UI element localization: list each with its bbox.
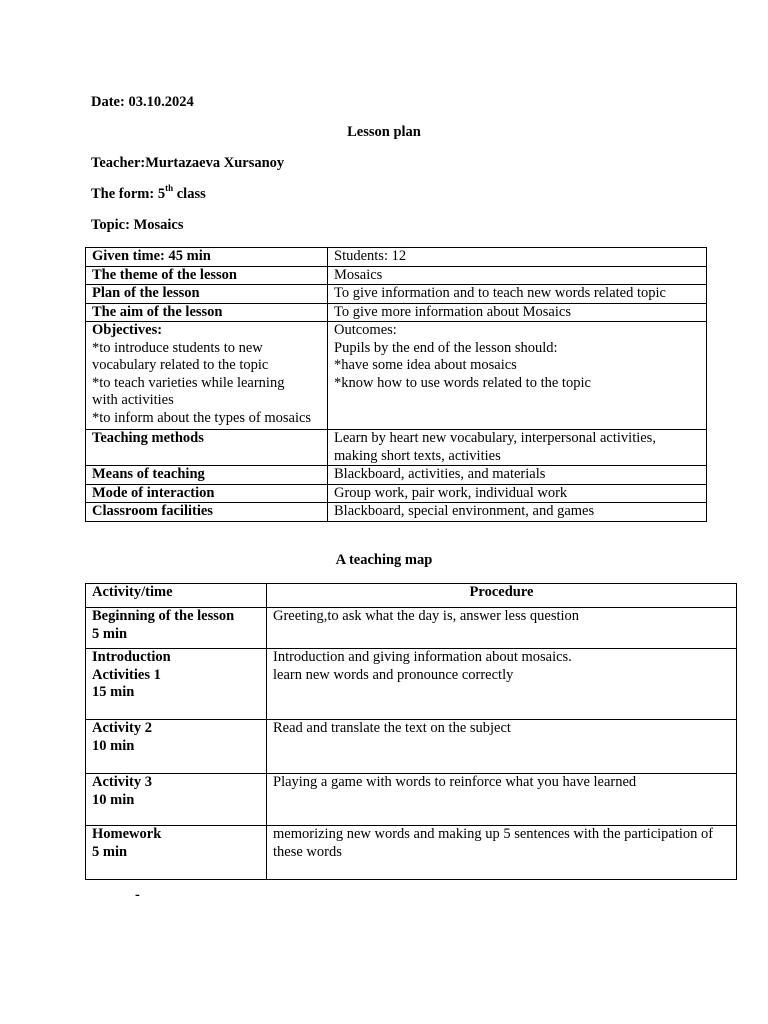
table-row	[86, 285, 707, 304]
objective-line: *to teach varieties while learning	[92, 374, 285, 391]
facilities-label: Classroom facilities	[86, 503, 328, 522]
objective-line: *to inform about the types of mosaics	[92, 409, 312, 426]
procedure-line: learn new words and pronounce correctly	[273, 666, 514, 683]
mode-value: Group work, pair work, individual work	[328, 484, 707, 503]
methods-line: making short texts, activities	[334, 447, 501, 464]
means-label: Means of teaching	[86, 466, 328, 485]
aim-value: To give more information about Mosaics	[328, 303, 707, 322]
students-cell: Students: 12	[328, 248, 707, 267]
given-time-cell: Given time: 45 min	[86, 248, 328, 267]
aim-label: The aim of the lesson	[86, 303, 328, 322]
activity-column-header: Activity/time	[86, 584, 267, 608]
outcome-line: *know how to use words related to the topic	[334, 374, 591, 391]
table-header-row	[86, 584, 737, 608]
objective-line: vocabulary related to the topic	[92, 357, 269, 373]
objectives-cell	[86, 322, 328, 430]
activity-cell	[86, 608, 267, 649]
plan-label: Plan of the lesson	[86, 285, 328, 304]
procedure-line: these words	[273, 843, 342, 860]
teaching-map-title: A teaching map	[335, 552, 433, 568]
means-value: Blackboard, activities, and materials	[328, 466, 707, 485]
class-form	[91, 183, 206, 204]
table-row	[86, 322, 707, 430]
page-title: Lesson plan	[347, 124, 421, 140]
activity-cell	[86, 826, 267, 880]
trailing-dash: -	[135, 887, 140, 903]
table-row	[86, 303, 707, 322]
activity-line: 15 min	[92, 684, 135, 700]
teaching-map-table	[85, 583, 737, 880]
table-row	[86, 503, 707, 522]
procedure-cell	[267, 608, 737, 649]
class-form-prefix: The form: 5	[91, 186, 166, 202]
procedure-cell	[267, 826, 737, 880]
table-row	[86, 720, 737, 774]
objectives-label: Objectives:	[92, 322, 163, 338]
table-row	[86, 608, 737, 649]
mode-label: Mode of interaction	[86, 484, 328, 503]
teacher-name: Teacher:Murtazaeva Xursanoy	[91, 155, 285, 171]
outcome-line: Pupils by the end of the lesson should:	[334, 339, 558, 356]
activity-line: 10 min	[92, 737, 135, 754]
activity-cell	[86, 720, 267, 774]
procedure-line: Playing a game with words to reinforce what you have learned	[273, 774, 637, 790]
table-row	[86, 649, 737, 720]
table-row	[86, 266, 707, 285]
activity-line: Activity 3	[92, 774, 152, 790]
class-form-suffix: class	[173, 186, 206, 202]
plan-value: To give information and to teach new words related topic	[328, 285, 707, 304]
procedure-line: Introduction and giving information about mosaics.	[273, 649, 572, 665]
activity-line: Introduction	[92, 649, 171, 665]
activity-line: Homework	[92, 826, 162, 842]
activity-line: Beginning of the lesson	[92, 608, 235, 624]
procedure-cell	[267, 720, 737, 774]
activity-cell	[86, 774, 267, 826]
outcome-line: Outcomes:	[334, 322, 397, 338]
procedure-cell	[267, 774, 737, 826]
theme-label: The theme of the lesson	[86, 266, 328, 285]
facilities-value: Blackboard, special environment, and games	[328, 503, 707, 522]
outcomes-cell	[328, 322, 707, 430]
methods-value	[328, 430, 707, 466]
procedure-line: memorizing new words and making up 5 sentences with the participation of	[273, 826, 714, 842]
table-row	[86, 466, 707, 485]
table-row	[86, 774, 737, 826]
table-row	[86, 826, 737, 880]
activity-line: 10 min	[92, 791, 135, 808]
procedure-cell	[267, 649, 737, 720]
table-row	[86, 248, 707, 267]
objective-line: with activities	[92, 392, 174, 408]
activity-line: Activities 1	[92, 666, 161, 683]
activity-line: 5 min	[92, 843, 128, 860]
class-form-superscript: th	[165, 183, 174, 194]
activity-line: 5 min	[92, 625, 128, 642]
objective-line: *to introduce students to new	[92, 339, 263, 356]
lesson-info-table	[85, 247, 707, 522]
outcome-line: *have some idea about mosaics	[334, 357, 517, 373]
lesson-topic: Topic: Mosaics	[91, 217, 184, 233]
activity-line: Activity 2	[92, 720, 152, 736]
theme-value: Mosaics	[328, 266, 707, 285]
lesson-date: Date: 03.10.2024	[91, 94, 194, 110]
methods-label: Teaching methods	[86, 430, 328, 466]
methods-line: Learn by heart new vocabulary, interpersonal activities,	[334, 430, 656, 446]
procedure-line: Read and translate the text on the subject	[273, 720, 511, 736]
table-row	[86, 430, 707, 466]
activity-cell	[86, 649, 267, 720]
procedure-line: Greeting,to ask what the day is, answer less question	[273, 608, 580, 624]
table-row	[86, 484, 707, 503]
procedure-column-header: Procedure	[267, 584, 737, 608]
